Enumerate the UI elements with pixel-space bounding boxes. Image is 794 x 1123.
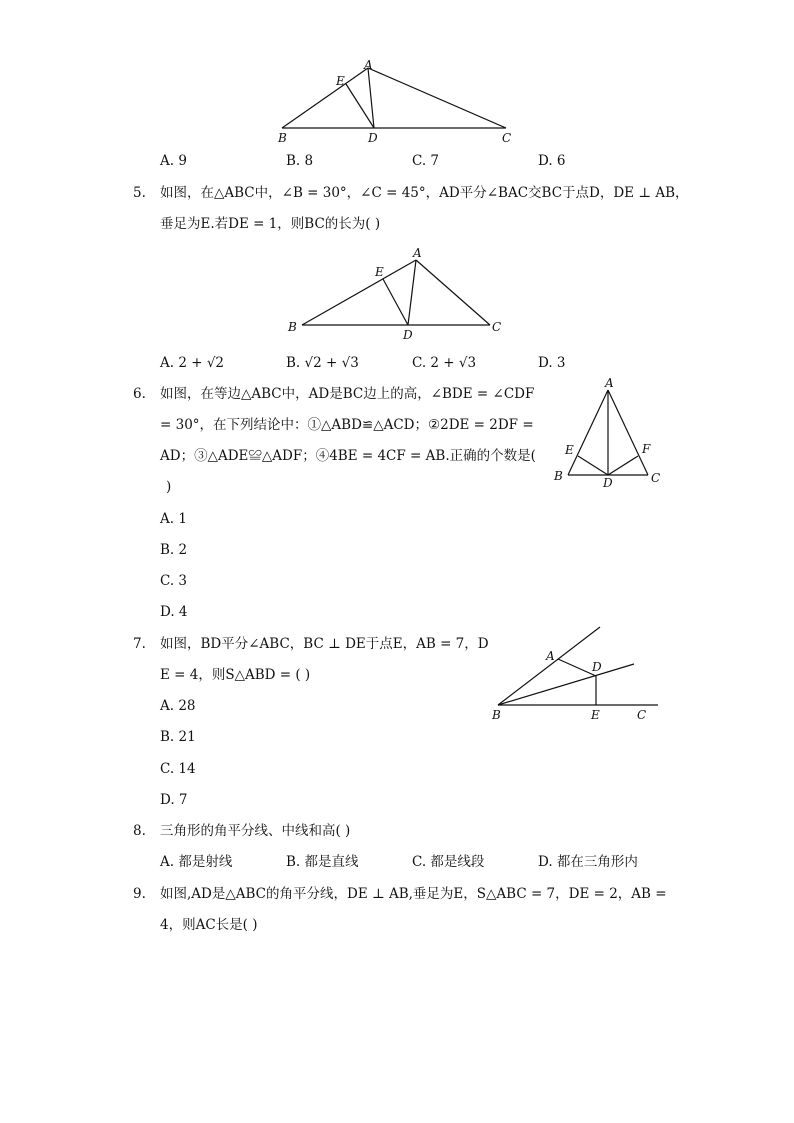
q6-figure <box>550 375 670 490</box>
q4-label-c: C <box>502 131 512 145</box>
q6-label-f: F <box>642 442 651 456</box>
q5-number: 5. <box>133 185 146 201</box>
q7-option-a[interactable]: A. 28 <box>160 698 196 714</box>
q4-option-c[interactable]: C. 7 <box>412 153 440 169</box>
q7-label-c: C <box>637 708 647 722</box>
q6-label-d: D <box>603 476 613 490</box>
q5-option-c[interactable]: C. 2 + √3 <box>412 355 477 371</box>
q5-text-line2: 垂足为E.若DE = 1，则BC的长为( ) <box>160 216 381 232</box>
q4-figure <box>270 58 530 148</box>
q7-label-e: E <box>591 708 600 722</box>
q4-option-b[interactable]: B. 8 <box>286 153 314 169</box>
q6-text-line3: AD；③△ADE≌△ADF；④4BE = 4CF = AB.正确的个数是( <box>160 448 536 464</box>
q7-line-ba <box>498 627 600 705</box>
q5-label-a: A <box>413 246 422 260</box>
q6-label-c: C <box>651 471 661 485</box>
q7-text-line1: 如图，BD平分∠ABC，BC ⊥ DE于点E，AB = 7，D <box>160 636 489 652</box>
q6-text-line4: ) <box>166 479 172 495</box>
q4-label-d: D <box>368 131 378 145</box>
q5-line-ac <box>416 260 490 325</box>
q4-line-ac <box>368 68 506 128</box>
q5-line-ab <box>302 260 416 325</box>
q8-option-d[interactable]: D. 都在三角形内 <box>538 854 638 870</box>
q5-text-line1: 如图，在△ABC中，∠B = 30°，∠C = 45°，AD平分∠BAC交BC于点D，DE ⊥ AB， <box>160 185 689 201</box>
q9-number: 9. <box>133 886 146 902</box>
q5-label-d: D <box>403 328 413 342</box>
q5-option-d[interactable]: D. 3 <box>538 355 566 371</box>
q5-line-de <box>383 279 408 325</box>
q7-figure <box>486 620 666 725</box>
q9-text-line1: 如图,AD是△ABC的角平分线，DE ⊥ AB,垂足为E，S△ABC = 7，DE = 2，AB = <box>160 886 667 902</box>
q7-option-d[interactable]: D. 7 <box>160 792 188 808</box>
q5-line-ad <box>408 260 416 325</box>
q6-line-df <box>608 456 638 475</box>
q6-number: 6. <box>133 386 146 402</box>
q6-label-b: B <box>554 469 563 483</box>
q6-option-d[interactable]: D. 4 <box>160 604 188 620</box>
q7-option-c[interactable]: C. 14 <box>160 761 196 777</box>
q5-option-a[interactable]: A. 2 + √2 <box>160 355 225 371</box>
q4-option-a[interactable]: A. 9 <box>160 153 187 169</box>
q5-option-b[interactable]: B. √2 + √3 <box>286 355 359 371</box>
q4-label-e: E <box>336 74 345 88</box>
q7-label-a: A <box>546 649 555 663</box>
q7-line-ad <box>558 659 596 676</box>
q6-option-a[interactable]: A. 1 <box>160 511 187 527</box>
q4-label-b: B <box>278 131 287 145</box>
q6-text-line2: = 30°，在下列结论中：①△ABD≌△ACD；②2DE = 2DF = <box>160 417 534 433</box>
q8-option-c[interactable]: C. 都是线段 <box>412 854 485 870</box>
q6-line-de <box>578 456 608 475</box>
q7-line-bd <box>498 664 634 705</box>
q6-option-b[interactable]: B. 2 <box>160 542 188 558</box>
q8-text-line1: 三角形的角平分线、中线和高( ) <box>160 823 351 839</box>
q5-label-c: C <box>492 320 502 334</box>
q9-text-line2: 4，则AC长是( ) <box>160 917 258 933</box>
q4-label-a: A <box>364 58 373 72</box>
q6-text-line1: 如图，在等边△ABC中，AD是BC边上的高，∠BDE = ∠CDF <box>160 386 535 402</box>
q7-text-line2: E = 4，则S△ABD = ( ) <box>160 667 311 683</box>
q8-number: 8. <box>133 823 146 839</box>
q6-label-a: A <box>605 376 614 390</box>
q4-option-d[interactable]: D. 6 <box>538 153 566 169</box>
q6-option-c[interactable]: C. 3 <box>160 573 188 589</box>
q7-label-d: D <box>592 660 602 674</box>
q7-number: 7. <box>133 636 146 652</box>
q8-option-b[interactable]: B. 都是直线 <box>286 854 359 870</box>
q6-label-e: E <box>565 443 574 457</box>
q7-label-b: B <box>492 708 501 722</box>
q5-figure <box>282 245 512 345</box>
q5-label-e: E <box>375 265 384 279</box>
q8-option-a[interactable]: A. 都是射线 <box>160 854 233 870</box>
q5-label-b: B <box>288 320 297 334</box>
q7-option-b[interactable]: B. 21 <box>160 729 196 745</box>
